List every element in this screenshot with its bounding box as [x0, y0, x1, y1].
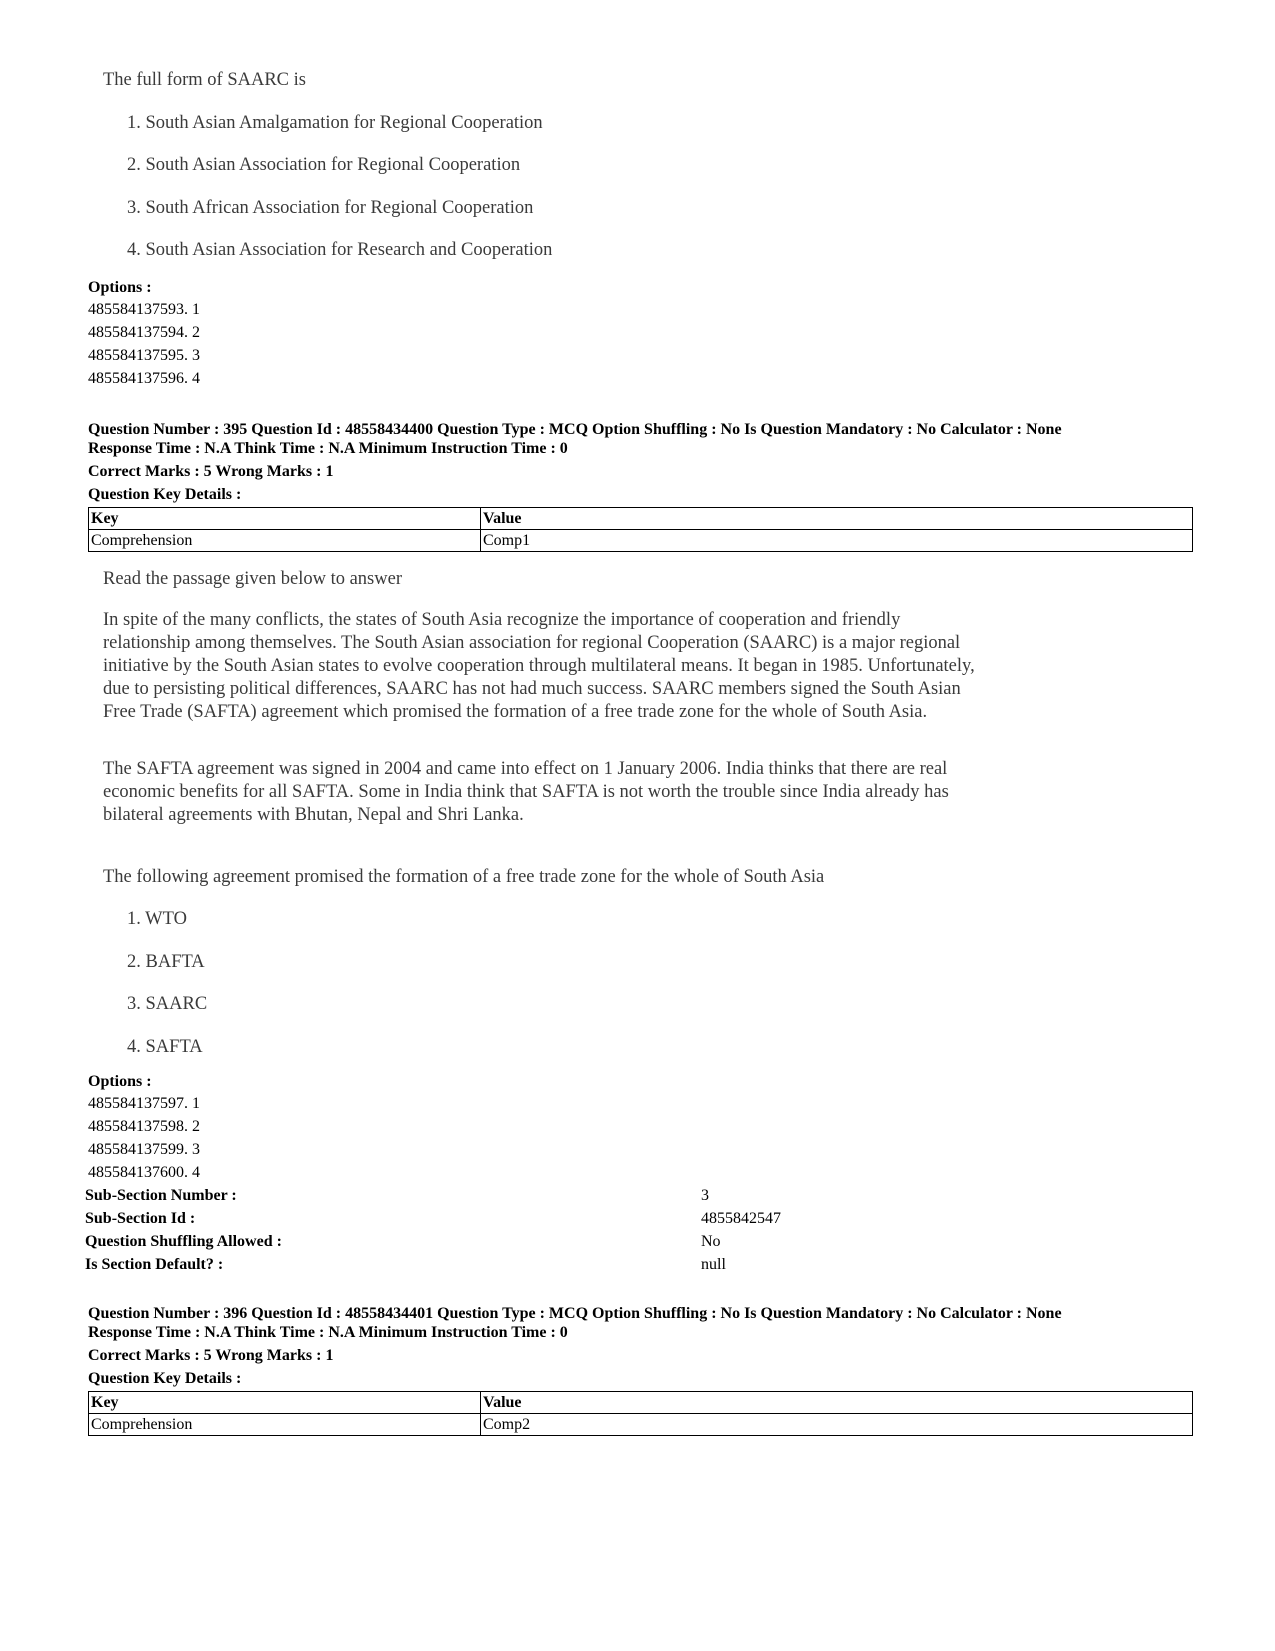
question-stem: The following agreement promised the formation of a free trade zone for the whole of South Asia [103, 867, 825, 887]
section-default-value: null [701, 1256, 726, 1273]
question-stem: The full form of SAARC is [103, 70, 306, 90]
table-header-value: Value [481, 1392, 1193, 1414]
options-label: Options : [88, 1073, 152, 1090]
choice-4: 4. SAFTA [127, 1037, 203, 1057]
marks-line: Correct Marks : 5 Wrong Marks : 1 [88, 1347, 334, 1364]
key-details-table [88, 507, 1193, 552]
key-details-label: Question Key Details : [88, 1370, 242, 1387]
table-header-key: Key [89, 1392, 481, 1414]
option-id: 485584137593. 1 [88, 301, 200, 318]
question-meta-line: Question Number : 395 Question Id : 48558434400 Question Type : MCQ Option Shuffling : No Is Question Mandatory : No Calculator : None [88, 421, 1062, 438]
question-meta-line: Response Time : N.A Think Time : N.A Minimum Instruction Time : 0 [88, 440, 568, 457]
choice-1: 1. WTO [127, 909, 187, 929]
table-row [89, 1414, 1193, 1436]
choice-3: 3. South African Association for Regional Cooperation [127, 198, 534, 218]
choice-4: 4. South Asian Association for Research and Cooperation [127, 240, 553, 260]
question-meta-line: Question Number : 396 Question Id : 48558434401 Question Type : MCQ Option Shuffling : No Is Question Mandatory : No Calculator : None [88, 1305, 1062, 1322]
passage-paragraph-1: In spite of the many conflicts, the states of South Asia recognize the importance of cooperation and friendly relationship among themselves. The South Asian association for regional Cooperation (SAARC) is a major regional initiative by the South Asian states to evolve cooperation through multilateral means. It began in 1985. Unfortunately, due to persisting political differences, SAARC has not had much success. SAARC members signed the South Asian Free Trade (SAFTA) agreement which promised the formation of a free trade zone for the whole of South Asia. [103, 610, 975, 722]
marks-line: Correct Marks : 5 Wrong Marks : 1 [88, 463, 334, 480]
subsection-id-value: 4855842547 [701, 1210, 781, 1227]
option-id: 485584137599. 3 [88, 1141, 200, 1158]
choice-2: 2. BAFTA [127, 952, 205, 972]
question-shuffling-value: No [701, 1233, 721, 1250]
table-cell-key: Comprehension [89, 1414, 481, 1436]
subsection-number-label: Sub-Section Number : [85, 1187, 237, 1204]
question-meta-line: Response Time : N.A Think Time : N.A Minimum Instruction Time : 0 [88, 1324, 568, 1341]
choice-3: 3. SAARC [127, 994, 208, 1014]
question-shuffling-label: Question Shuffling Allowed : [85, 1233, 282, 1250]
option-id: 485584137598. 2 [88, 1118, 200, 1135]
section-default-label: Is Section Default? : [85, 1256, 224, 1273]
subsection-number-value: 3 [701, 1187, 709, 1204]
key-details-label: Question Key Details : [88, 486, 242, 503]
table-header-row [89, 508, 1193, 530]
passage-intro: Read the passage given below to answer [103, 569, 402, 589]
option-id: 485584137594. 2 [88, 324, 200, 341]
table-header-row [89, 1392, 1193, 1414]
options-label: Options : [88, 279, 152, 296]
table-header-key: Key [89, 508, 481, 530]
choice-1: 1. South Asian Amalgamation for Regional Cooperation [127, 113, 543, 133]
option-id: 485584137596. 4 [88, 370, 200, 387]
table-row [89, 530, 1193, 552]
subsection-id-label: Sub-Section Id : [85, 1210, 196, 1227]
option-id: 485584137600. 4 [88, 1164, 200, 1181]
option-id: 485584137595. 3 [88, 347, 200, 364]
table-header-value: Value [481, 508, 1193, 530]
choice-2: 2. South Asian Association for Regional Cooperation [127, 155, 521, 175]
passage-paragraph-2: The SAFTA agreement was signed in 2004 and came into effect on 1 January 2006. India thinks that there are real economic benefits for all SAFTA. Some in India think that SAFTA is not worth the trouble since India already has bilateral agreements with Bhutan, Nepal and Shri Lanka. [103, 759, 949, 825]
key-details-table [88, 1391, 1193, 1436]
table-cell-value: Comp1 [481, 530, 1193, 552]
option-id: 485584137597. 1 [88, 1095, 200, 1112]
table-cell-key: Comprehension [89, 530, 481, 552]
table-cell-value: Comp2 [481, 1414, 1193, 1436]
